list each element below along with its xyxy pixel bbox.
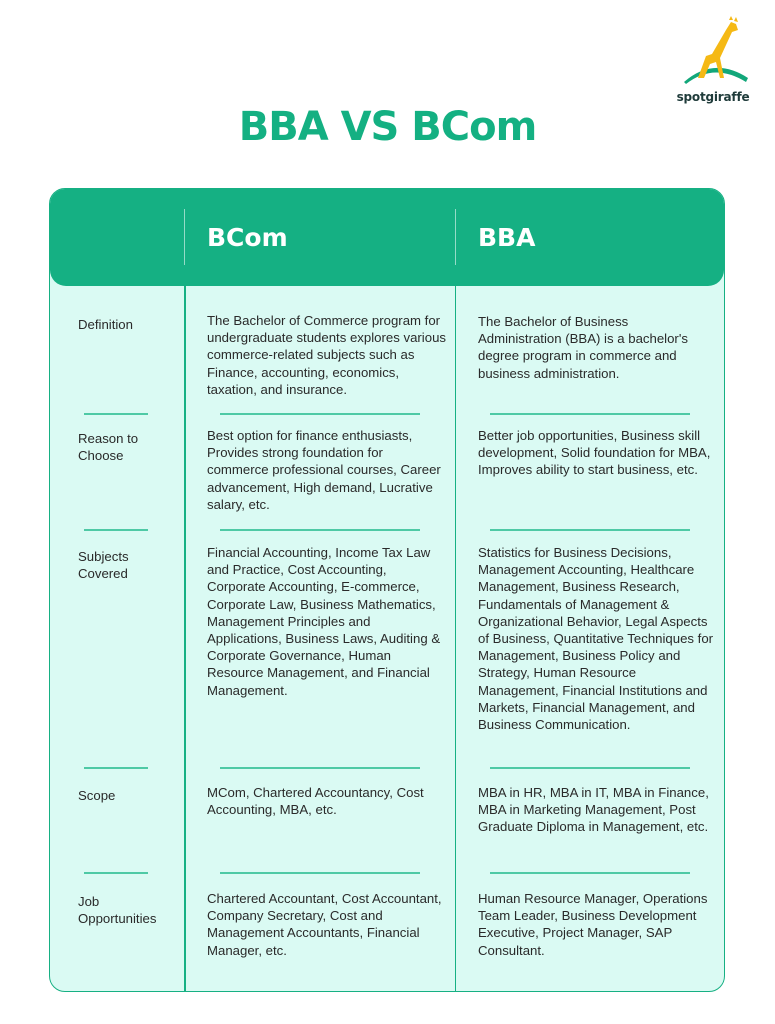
bcom-subjects: Financial Accounting, Income Tax Law and Practice, Cost Accounting, Corporate Accounting, E-commerce, Corporate Law, Business Mathematics, Management Principles and Applications, Business Laws, Auditing & Corporate Governance, Human Resource Management, and Financial Management. xyxy=(207,545,441,698)
giraffe-icon xyxy=(676,16,752,88)
row-label-reason: Reason to Choose xyxy=(78,431,139,464)
row-label-jobs: Job Opportunities xyxy=(78,894,157,927)
row-separator xyxy=(490,872,690,874)
brand-logo xyxy=(668,16,758,112)
bcom-definition: The Bachelor of Commerce program for undergraduate students explores various commerce-related subjects such as Finance, accounting, economics, taxation, and insurance. xyxy=(207,313,446,397)
row-separator xyxy=(84,872,148,874)
header-divider xyxy=(184,209,185,265)
row-label-scope: Scope xyxy=(78,788,116,803)
row-separator xyxy=(490,767,690,769)
row-separator xyxy=(220,767,420,769)
column-divider xyxy=(455,286,457,992)
table-header xyxy=(50,189,724,286)
row-separator xyxy=(220,872,420,874)
row-label-subjects: Subjects Covered xyxy=(78,549,129,582)
column-header-bba: BBA xyxy=(478,223,536,252)
row-separator xyxy=(220,529,420,531)
bba-scope: MBA in HR, MBA in IT, MBA in Finance, MBA in Marketing Management, Post Graduate Diploma in Management, etc. xyxy=(478,785,709,835)
bba-jobs: Human Resource Manager, Operations Team Leader, Business Development Executive, Project Manager, SAP Consultant. xyxy=(478,891,708,958)
column-header-bcom: BCom xyxy=(207,223,288,252)
row-separator xyxy=(220,413,420,415)
bba-subjects: Statistics for Business Decisions, Management Accounting, Healthcare Management, Business Research, Fundamentals of Management & Organizational Behavior, Legal Aspects of Business, Quantitative Techniques for Management, Business Policy and Strategy, Human Resource Management, Financial Institutions and Markets, Financial Management, and Business Communication. xyxy=(478,545,714,733)
row-separator xyxy=(84,767,148,769)
logo-text: spotgiraffe xyxy=(676,90,750,104)
bba-definition: The Bachelor of Business Administration (BBA) is a bachelor's degree program in commerce and business administration. xyxy=(478,314,688,381)
bcom-reason: Best option for finance enthusiasts, Provides strong foundation for commerce professional courses, Career advancement, High demand, Lucrative salary, etc. xyxy=(207,428,441,512)
row-label-definition: Definition xyxy=(78,317,133,332)
row-separator xyxy=(490,529,690,531)
row-separator xyxy=(84,413,148,415)
column-divider xyxy=(184,286,186,992)
row-separator xyxy=(490,413,690,415)
bcom-scope: MCom, Chartered Accountancy, Cost Accounting, MBA, etc. xyxy=(207,785,424,818)
page-title: BBA VS BCom xyxy=(238,104,537,150)
comparison-table xyxy=(49,188,725,992)
bba-reason: Better job opportunities, Business skill development, Solid foundation for MBA, Improves ability to start business, etc. xyxy=(478,428,711,478)
header-divider xyxy=(455,209,456,265)
bcom-jobs: Chartered Accountant, Cost Accountant, Company Secretary, Cost and Management Accountants, Financial Manager, etc. xyxy=(207,891,442,958)
row-separator xyxy=(84,529,148,531)
